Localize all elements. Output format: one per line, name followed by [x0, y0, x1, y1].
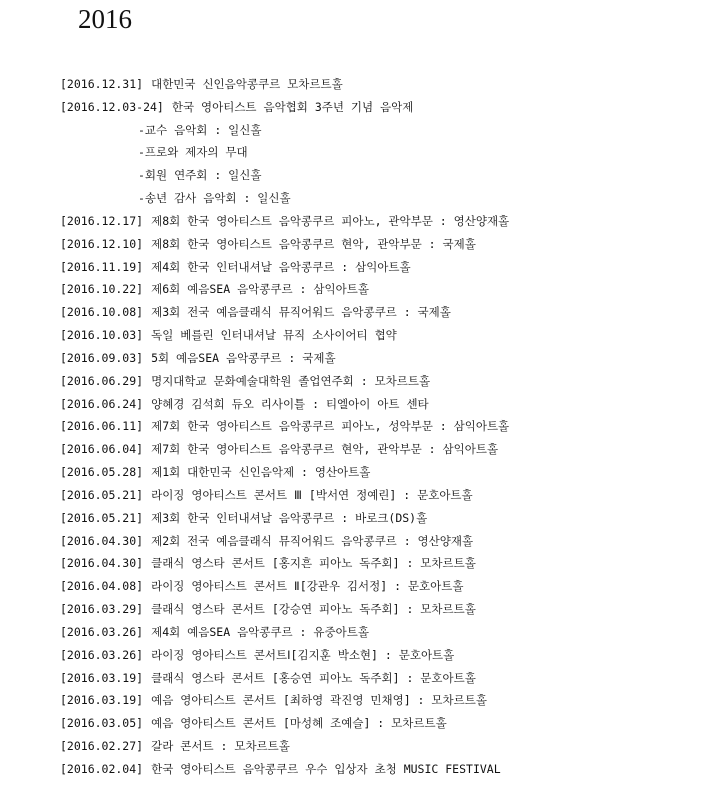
- history-entry: [60, 484, 700, 507]
- entry-text: 한국 영아티스트 음악콩쿠르 우수 입상자 초청 MUSIC FESTIVAL: [151, 761, 501, 776]
- history-entry: [60, 735, 700, 758]
- entry-text: 한국 영아티스트 음악협회 3주년 기념 음악제: [171, 99, 414, 114]
- entry-date: [2016.03.26]: [60, 647, 144, 662]
- entry-date: [2016.02.27]: [60, 739, 144, 754]
- entry-date: [2016.10.08]: [60, 305, 144, 320]
- history-sub-entry: [60, 187, 700, 210]
- entry-text: 클래식 영스타 콘서트 [강승연 피아노 독주회] : 모차르트홀: [151, 602, 476, 617]
- entry-text: 클래식 영스타 콘서트 [홍지흔 피아노 독주회] : 모차르트홀: [151, 556, 476, 571]
- entry-date: [2016.03.05]: [60, 716, 144, 731]
- history-entry: [60, 712, 700, 735]
- history-entry: [60, 210, 700, 233]
- history-entry: [60, 301, 700, 324]
- entry-text: 5회 예음SEA 음악콩쿠르 : 국제홀: [151, 350, 336, 365]
- entry-text: 제3회 한국 인터내셔날 음악콩쿠르 : 바로크(DS)홀: [151, 510, 428, 525]
- entry-date: [2016.05.21]: [60, 510, 144, 525]
- entry-date: [2016.06.04]: [60, 442, 144, 457]
- entry-text: 라이징 영아티스트 콘서트Ⅰ[김지훈 박소현] : 문호아트홀: [151, 647, 455, 662]
- history-entry: [60, 689, 700, 712]
- entry-date: [2016.11.19]: [60, 259, 144, 274]
- entry-date: [2016.12.17]: [60, 213, 144, 228]
- history-entry: [60, 73, 700, 96]
- history-sub-entry: [60, 164, 700, 187]
- entry-text: 라이징 영아티스트 콘서트 Ⅲ [박서연 정예린] : 문호아트홀: [151, 487, 473, 502]
- entry-text: 제8회 한국 영아티스트 음악콩쿠르 현악, 관악부문 : 국제홀: [151, 236, 476, 251]
- history-entry: [60, 461, 700, 484]
- history-entry: [60, 324, 700, 347]
- history-entry: [60, 278, 700, 301]
- entry-text: 독일 베를린 인터내셔날 뮤직 소사이어티 협약: [151, 328, 397, 343]
- history-entry: [60, 575, 700, 598]
- entry-text: -교수 음악회 : 일신홀: [138, 122, 262, 137]
- entry-text: 제4회 한국 인터내셔날 음악콩쿠르 : 삼익아트홀: [151, 259, 411, 274]
- entry-date: [2016.03.19]: [60, 693, 144, 708]
- history-entry: [60, 347, 700, 370]
- entry-text: 클래식 영스타 콘서트 [홍승연 피아노 독주회] : 문호아트홀: [151, 670, 476, 685]
- entry-text: 제7회 한국 영아티스트 음악콩쿠르 피아노, 성악부문 : 삼익아트홀: [151, 419, 510, 434]
- entry-date: [2016.04.30]: [60, 556, 144, 571]
- history-entry: [60, 644, 700, 667]
- entry-text: 제6회 예음SEA 음악콩쿠르 : 삼익아트홀: [151, 282, 369, 297]
- entry-date: [2016.09.03]: [60, 350, 144, 365]
- entry-date: [2016.10.22]: [60, 282, 144, 297]
- history-entry: [60, 96, 700, 119]
- history-entry: [60, 552, 700, 575]
- entry-date: [2016.06.24]: [60, 396, 144, 411]
- history-list: [60, 73, 700, 781]
- entry-text: 예음 영아티스트 콘서트 [최하영 곽진영 민채영] : 모차르트홀: [151, 693, 487, 708]
- history-sub-entry: [60, 141, 700, 164]
- history-entry: [60, 370, 700, 393]
- entry-text: 라이징 영아티스트 콘서트 Ⅱ[강관우 김서정] : 문호아트홀: [151, 579, 464, 594]
- entry-text: 제2회 전국 예음클래식 뮤직어워드 음악콩쿠르 : 영산양재홀: [151, 533, 474, 548]
- history-entry: [60, 415, 700, 438]
- history-entry: [60, 758, 700, 781]
- entry-text: -프로와 제자의 무대: [138, 145, 248, 160]
- history-sub-entry: [60, 119, 700, 142]
- history-entry: [60, 233, 700, 256]
- history-entry: [60, 598, 700, 621]
- entry-date: [2016.12.10]: [60, 236, 144, 251]
- history-entry: [60, 507, 700, 530]
- entry-date: [2016.03.29]: [60, 602, 144, 617]
- entry-date: [2016.03.26]: [60, 624, 144, 639]
- history-entry: [60, 256, 700, 279]
- entry-text: -회원 연주회 : 일신홀: [138, 168, 262, 183]
- entry-text: 예음 영아티스트 콘서트 [마성혜 조예슬] : 모차르트홀: [151, 716, 447, 731]
- entry-date: [2016.06.11]: [60, 419, 144, 434]
- year-title: 2016: [78, 4, 132, 34]
- history-entry: [60, 393, 700, 416]
- entry-text: 갈라 콘서트 : 모차르트홀: [151, 739, 290, 754]
- entry-text: 제3회 전국 예음클래식 뮤직어워드 음악콩쿠르 : 국제홀: [151, 305, 451, 320]
- entry-date: [2016.10.03]: [60, 328, 144, 343]
- entry-text: 명지대학교 문화예술대학원 졸업연주회 : 모차르트홀: [151, 373, 431, 388]
- entry-date: [2016.05.21]: [60, 487, 144, 502]
- entry-date: [2016.12.03-24]: [60, 99, 164, 114]
- history-entry: [60, 438, 700, 461]
- entry-date: [2016.06.29]: [60, 373, 144, 388]
- entry-text: 제8회 한국 영아티스트 음악콩쿠르 피아노, 관악부문 : 영산양재홀: [151, 213, 510, 228]
- entry-text: 양혜경 김석희 듀오 리사이틀 : 티엘아이 아트 센타: [151, 396, 429, 411]
- entry-text: 대한민국 신인음악콩쿠르 모차르트홀: [151, 77, 343, 91]
- entry-text: 제7회 한국 영아티스트 음악콩쿠르 현악, 관악부문 : 삼익아트홀: [151, 442, 499, 457]
- entry-text: 제4회 예음SEA 음악콩쿠르 : 유중아트홀: [151, 624, 369, 639]
- entry-date: [2016.05.28]: [60, 465, 144, 480]
- entry-text: 제1회 대한민국 신인음악제 : 영산아트홀: [151, 465, 371, 480]
- entry-text: -송년 감사 음악회 : 일신홀: [138, 191, 291, 206]
- entry-date: [2016.04.30]: [60, 533, 144, 548]
- entry-date: [2016.12.31]: [60, 77, 144, 91]
- entry-date: [2016.03.19]: [60, 670, 144, 685]
- entry-date: [2016.04.08]: [60, 579, 144, 594]
- entry-date: [2016.02.04]: [60, 761, 144, 776]
- history-entry: [60, 621, 700, 644]
- history-entry: [60, 667, 700, 690]
- history-entry: [60, 530, 700, 553]
